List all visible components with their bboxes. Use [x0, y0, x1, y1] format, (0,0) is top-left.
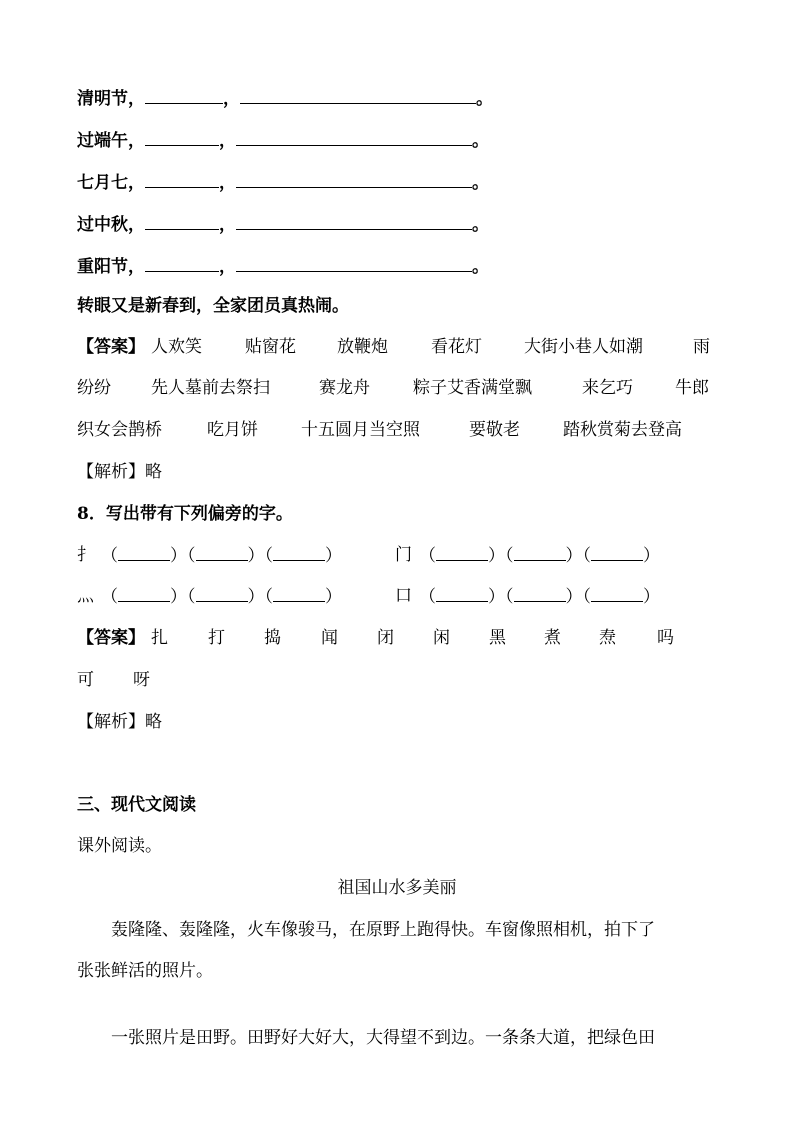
fill-blank[interactable] — [436, 584, 488, 602]
comma: ， — [219, 215, 236, 235]
festival-name: 清明节， — [77, 89, 145, 109]
answer-item: 牛郎 — [675, 378, 709, 398]
period: 。 — [476, 89, 493, 109]
fill-blank[interactable] — [145, 254, 219, 272]
section-instruction: 课外阅读。 — [77, 836, 162, 856]
answer-label: 【答案】 — [77, 337, 145, 357]
festival-line-3 — [77, 170, 489, 195]
paren-group: （ ）（ ）（ ） — [101, 584, 342, 609]
answer-char: 扎 — [151, 628, 168, 648]
fill-blank[interactable] — [118, 584, 170, 602]
festival-name: 重阳节， — [77, 257, 145, 277]
radical: 扌 — [77, 545, 94, 565]
answer-char: 打 — [208, 628, 225, 648]
answer-char: 捣 — [264, 628, 281, 648]
answer-item: 纷纷 — [77, 378, 111, 398]
answer-char: 黑 — [489, 628, 506, 648]
answer-row-1 — [77, 335, 717, 359]
passage-paragraph-2: 一张照片是田野。田野好大好大，大得望不到边。一条条大道，把绿色田 — [111, 1028, 655, 1048]
answer-char: 焘 — [599, 628, 616, 648]
fill-blank[interactable] — [196, 543, 248, 561]
festival-name: 过端午， — [77, 131, 145, 151]
fill-blank[interactable] — [145, 212, 219, 230]
answer-item: 先人墓前去祭扫 — [151, 378, 270, 398]
answer-item: 要敬老 — [469, 420, 520, 440]
paren-group: （ ）（ ）（ ） — [419, 543, 660, 568]
fill-blank[interactable] — [145, 128, 219, 146]
answer-item: 来乞巧 — [582, 378, 633, 398]
festival-line-2 — [77, 128, 489, 153]
answer-char: 闲 — [433, 628, 450, 648]
answer-item: 十五圆月当空照 — [301, 420, 420, 440]
fill-blank[interactable] — [145, 170, 219, 188]
answer-item: 大街小巷人如潮 — [524, 337, 643, 357]
fill-blank[interactable] — [273, 543, 325, 561]
question-8-title: 8．写出带有下列偏旁的字。 — [77, 504, 293, 524]
answer-item: 贴窗花 — [245, 337, 296, 357]
answer-item: 人欢笑 — [151, 337, 202, 357]
festival-line-5 — [77, 254, 489, 279]
answer2-row-1 — [77, 626, 717, 650]
passage-paragraph-1: 轰隆隆、轰隆隆，火车像骏马，在原野上跑得快。车窗像照相机，拍下了 — [111, 920, 655, 940]
answer-char: 闻 — [321, 628, 338, 648]
fill-blank[interactable] — [240, 86, 476, 104]
period: 。 — [472, 215, 489, 235]
fill-blank[interactable] — [236, 254, 472, 272]
answer-char: 吗 — [657, 628, 674, 648]
answer-char: 煮 — [544, 628, 561, 648]
radical: 口 — [395, 586, 412, 606]
answer-item: 吃月饼 — [207, 420, 258, 440]
closing-line: 转眼又是新春到，全家团员真热闹。 — [77, 296, 349, 316]
answer-item: 放鞭炮 — [337, 337, 388, 357]
fill-blank[interactable] — [436, 543, 488, 561]
radical: 灬 — [77, 586, 94, 606]
fill-blank[interactable] — [196, 584, 248, 602]
fill-blank[interactable] — [591, 584, 643, 602]
answer-char: 可 — [77, 670, 94, 690]
answer2-row-2 — [77, 668, 717, 692]
period: 。 — [472, 173, 489, 193]
comma: ， — [223, 89, 240, 109]
answer-label: 【答案】 — [77, 628, 145, 648]
fill-blank[interactable] — [273, 584, 325, 602]
answer-char: 呀 — [133, 670, 150, 690]
fill-blank[interactable] — [514, 584, 566, 602]
answer-item: 粽子艾香满堂飘 — [413, 378, 532, 398]
comma: ， — [219, 173, 236, 193]
radical: 门 — [395, 545, 412, 565]
fill-blank[interactable] — [236, 212, 472, 230]
answer-row-3 — [77, 418, 717, 442]
fill-blank[interactable] — [236, 170, 472, 188]
fill-blank[interactable] — [514, 543, 566, 561]
period: 。 — [472, 257, 489, 277]
fill-blank[interactable] — [591, 543, 643, 561]
analysis-1: 【解析】略 — [77, 462, 162, 482]
comma: ， — [219, 257, 236, 277]
fill-blank[interactable] — [118, 543, 170, 561]
answer-item: 看花灯 — [431, 337, 482, 357]
passage-paragraph-1-cont: 张张鲜活的照片。 — [77, 961, 213, 981]
answer-item: 赛龙舟 — [319, 378, 370, 398]
analysis-2: 【解析】略 — [77, 712, 162, 732]
radical-row-1 — [77, 543, 717, 567]
festival-name: 七月七， — [77, 173, 145, 193]
fill-blank[interactable] — [236, 128, 472, 146]
festival-line-1 — [77, 86, 493, 111]
section-heading: 三、现代文阅读 — [77, 795, 196, 815]
paren-group: （ ）（ ）（ ） — [419, 584, 660, 609]
paren-group: （ ）（ ）（ ） — [101, 543, 342, 568]
answer-item: 踏秋赏菊去登高 — [563, 420, 682, 440]
answer-char: 闭 — [377, 628, 394, 648]
comma: ， — [219, 131, 236, 151]
fill-blank[interactable] — [145, 86, 223, 104]
festival-line-4 — [77, 212, 489, 237]
answer-item: 雨 — [693, 337, 710, 357]
answer-item: 织女会鹊桥 — [77, 420, 162, 440]
radical-row-2 — [77, 584, 717, 608]
answer-row-2 — [77, 376, 717, 400]
festival-name: 过中秋， — [77, 215, 145, 235]
passage-title: 祖国山水多美丽 — [337, 878, 457, 898]
period: 。 — [472, 131, 489, 151]
